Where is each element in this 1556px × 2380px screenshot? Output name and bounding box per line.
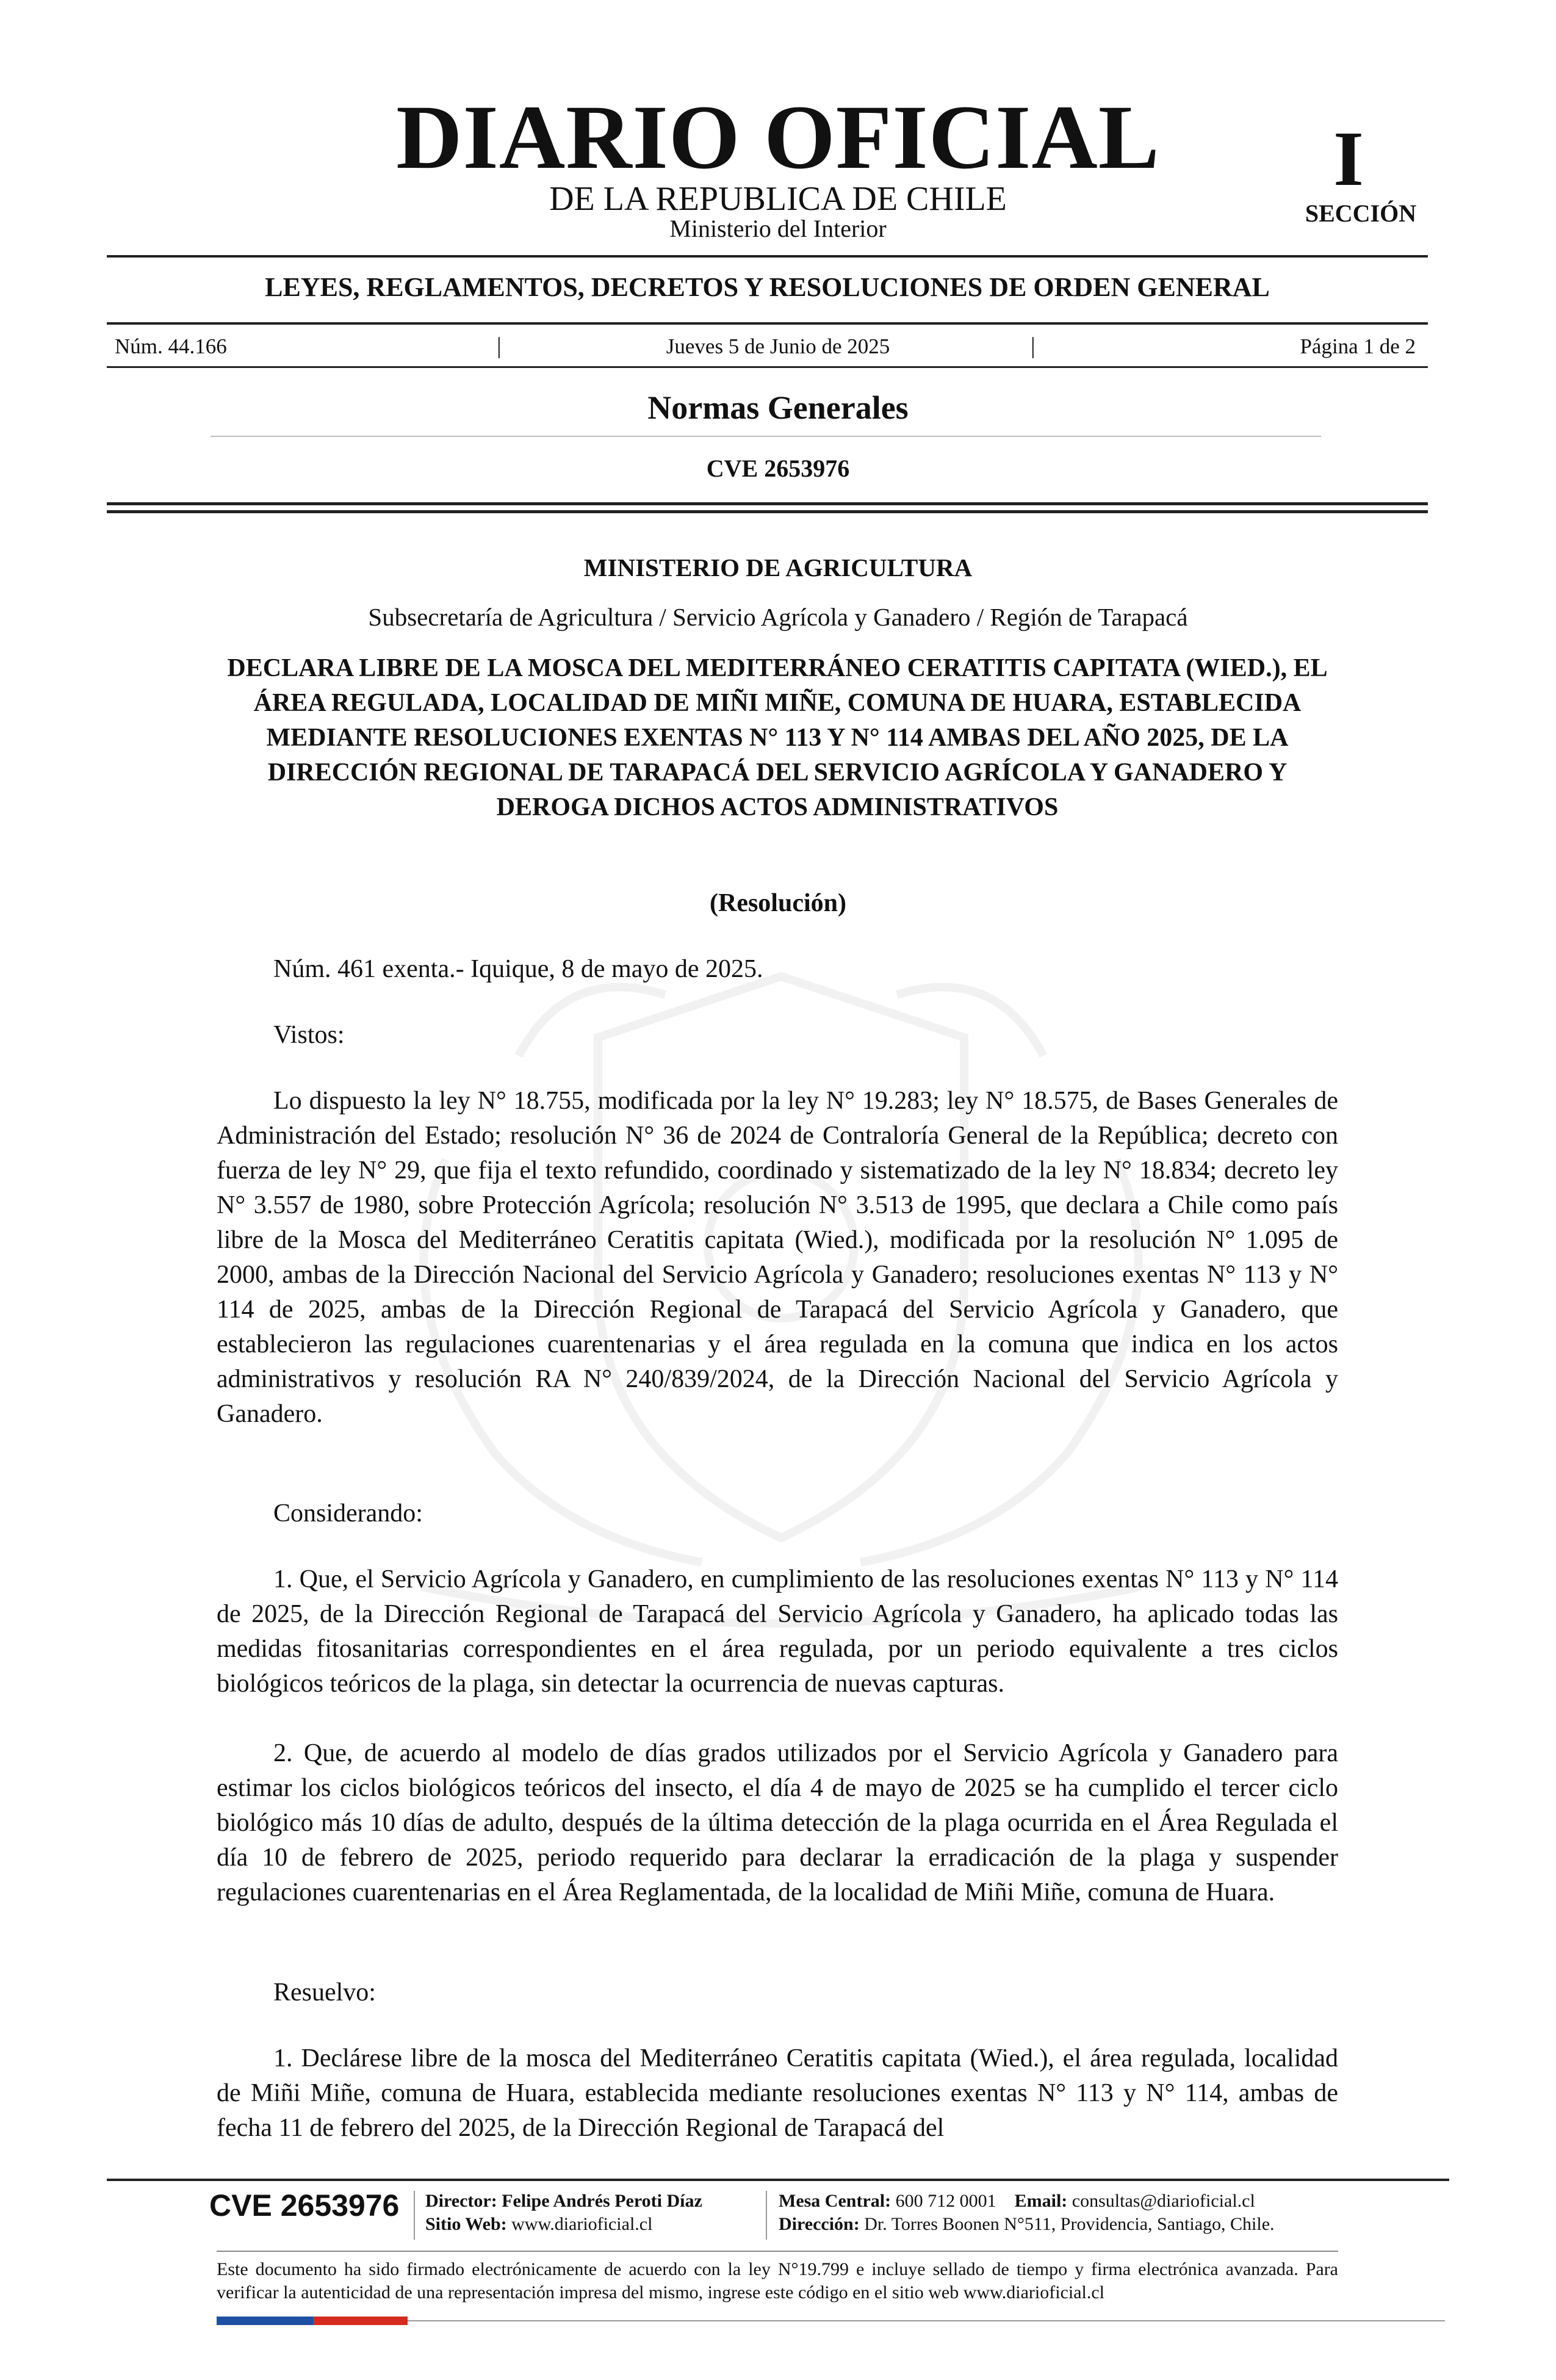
contact-line: Mesa Central: 600 712 0001 Email: consultas@diarioficial.cl: [779, 2191, 1255, 2211]
resuelvo-label: Resuelvo:: [273, 1978, 376, 2007]
footer-rule: [107, 2179, 1449, 2181]
address-line: Dirección: Dr. Torres Boonen N°511, Providencia, Santiago, Chile.: [779, 2214, 1275, 2234]
footer-divider: [414, 2191, 415, 2240]
flag-baseline: [408, 2320, 1445, 2321]
website-line: Sitio Web: www.diarioficial.cl: [425, 2214, 653, 2234]
thin-rule: [211, 436, 1321, 437]
top-rule: [107, 255, 1428, 258]
flag-stripe-blue: [217, 2317, 313, 2325]
resuelvo-paragraph-1: 1. Declárese libre de la mosca del Mediterráneo Ceratitis capitata (Wied.), el área regulada, localidad de Miñi Miñe, comuna de Huara, establecida mediante resoluciones exentas N° 113 y N° 114, ambas de fecha 11 de febrero del 2025, de la Dirección Regional de Tarapacá del: [217, 2044, 1338, 2142]
section-label: SECCIÓN: [1305, 200, 1417, 227]
masthead-ministry: Ministerio del Interior: [669, 215, 887, 242]
page-counter: Página 1 de 2: [1300, 334, 1416, 358]
section-heading: Normas Generales: [647, 389, 909, 426]
signature-note: Este documento ha sido firmado electrónicamente de acuerdo con la ley N°19.799 e incluye sellado de tiempo y firma electrónica avanzada. Para verificar la autenticidad de una representación impresa del mismo, ingrese este código en el sitio web www.diarioficial.cl: [217, 2259, 1338, 2302]
masthead-subtitle: DE LA REPUBLICA DE CHILE: [549, 180, 1007, 218]
double-rule-top: [107, 502, 1428, 505]
masthead-title: DIARIO OFICIAL: [396, 87, 1160, 188]
footer-thin-rule: [217, 2251, 1338, 2252]
vistos-label: Vistos:: [273, 1021, 345, 1049]
banner-rule: [107, 322, 1428, 325]
flag-stripe-red: [313, 2317, 408, 2325]
considerando-paragraph-1: 1. Que, el Servicio Agrícola y Ganadero, en cumplimiento de las resoluciones exentas N° 113 y N° 114 de 2025, de la Dirección Regional de Tarapacá del Servicio Agrícola y Ganadero, ha aplicado todas las medidas fitosanitarias correspondientes en el área regulada, por un periodo equivalente a tres ciclos biológicos teóricos de la plaga, sin detectar la ocurrencia de nuevas capturas.: [217, 1565, 1338, 1698]
footer-cve: CVE 2653976: [209, 2188, 400, 2223]
issue-separator: |: [1031, 333, 1036, 359]
email-link[interactable]: consultas@diarioficial.cl: [1072, 2191, 1255, 2211]
resolution-number: Núm. 461 exenta.- Iquique, 8 de mayo de 2025.: [273, 955, 763, 983]
issue-rule: [107, 366, 1428, 368]
vistos-paragraph: Lo dispuesto la ley N° 18.755, modificada por la ley N° 19.283; ley N° 18.575, de Bases Generales de Administración del Estado; resolución N° 36 de 2024 de Contraloría General de la República; decreto con fuerza de ley N° 29, que fija el texto refundido, coordinado y sistematizado de la ley N° 18.834; decreto ley N° 3.557 de 1980, sobre Protección Agrícola; resolución N° 3.513 de 1995, que declara a Chile como país libre de la Mosca del Mediterráneo Ceratitis capitata (Wied.), modificada por la resolución N° 1.095 de 2000, ambas de la Dirección Nacional del Servicio Agrícola y Ganadero; resoluciones exentas N° 113 y N° 114 de 2025, ambas de la Dirección Regional de Tarapacá del Servicio Agrícola y Ganadero, que establecieron las regulaciones cuarentenarias y el área regulada en la comuna que indica en los actos administrativos y resolución RA N° 240/839/2024, de la Dirección Nacional del Servicio Agrícola y Ganadero.: [217, 1087, 1338, 1428]
document-type: (Resolución): [710, 889, 846, 917]
ministry-heading: MINISTERIO DE AGRICULTURA: [583, 554, 973, 582]
considerando-label: Considerando:: [273, 1499, 423, 1527]
issue-number: Núm. 44.166: [115, 334, 227, 358]
document-title: DECLARA LIBRE DE LA MOSCA DEL MEDITERRÁNEO CERATITIS CAPITATA (WIED.), EL ÁREA REGULADA, LOCALIDAD DE MIÑI MIÑE, COMUNA DE HUARA, ESTABLECIDA MEDIANTE RESOLUCIONES EXENTAS N° 113 Y N° 114 AMBAS DEL AÑO 2025, DE LA DIRECCIÓN REGIONAL DE TARAPACÁ DEL SERVICIO AGRÍCOLA Y GANADERO Y DEROGA DICHOS ACTOS ADMINISTRATIVOS: [227, 654, 1328, 821]
cve-code: CVE 2653976: [706, 455, 850, 482]
footer-divider: [766, 2191, 767, 2240]
issue-date: Jueves 5 de Junio de 2025: [666, 334, 890, 358]
considerando-paragraph-2: 2. Que, de acuerdo al modelo de días grados utilizados por el Servicio Agrícola y Ganadero para estimar los ciclos biológicos teóricos del insecto, el día 4 de mayo de 2025 se ha cumplido el tercer ciclo biológico más 10 días de adulto, después de la última detección de la plaga ocurrida en el Área Regulada el día 10 de febrero de 2025, periodo requerido para declarar la erradicación de la plaga y suspender regulaciones cuarentenarias en el Área Reglamentada, de la localidad de Miñi Miñe, comuna de Huara.: [217, 1739, 1338, 1906]
double-rule-bottom: [107, 510, 1428, 513]
director-line: Director: Felipe Andrés Peroti Díaz: [425, 2191, 702, 2211]
website-link[interactable]: www.diarioficial.cl: [511, 2214, 653, 2234]
section-number: I: [1333, 115, 1364, 202]
banner-heading: LEYES, REGLAMENTOS, DECRETOS Y RESOLUCIONES DE ORDEN GENERAL: [265, 272, 1270, 302]
subsecretaria-line: Subsecretaría de Agricultura / Servicio Agrícola y Ganadero / Región de Tarapacá: [368, 603, 1188, 631]
issue-separator: |: [497, 333, 502, 359]
